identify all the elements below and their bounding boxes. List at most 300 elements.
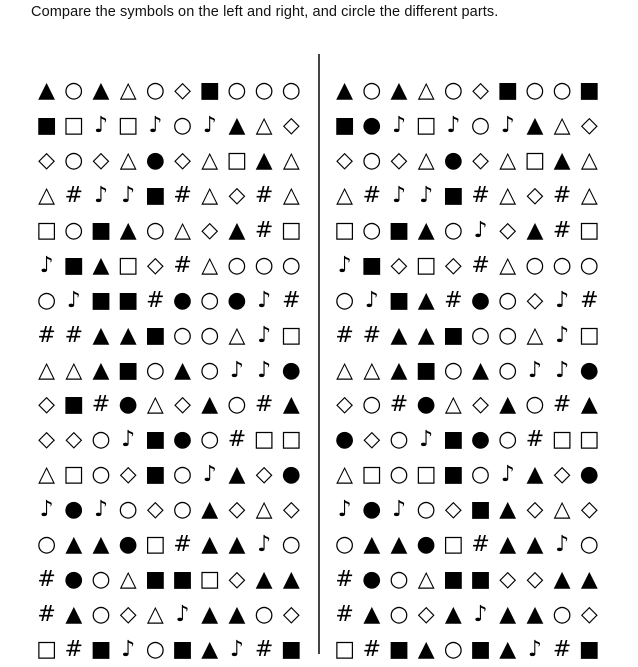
right-symbol-cell[interactable]: ■ xyxy=(388,218,410,243)
right-symbol-cell[interactable]: □ xyxy=(334,218,355,243)
left-symbol-cell[interactable]: ◇ xyxy=(146,497,164,523)
right-symbol-cell[interactable]: ○ xyxy=(470,322,491,348)
right-symbol-cell[interactable]: ▲ xyxy=(580,392,598,418)
right-symbol-cell[interactable]: ♪ xyxy=(473,601,488,627)
left-symbol-cell[interactable]: ● xyxy=(281,462,301,488)
left-symbol-cell[interactable]: △ xyxy=(38,357,56,383)
left-symbol-cell[interactable]: # xyxy=(37,601,56,627)
right-symbol-cell[interactable]: ▲ xyxy=(390,322,408,348)
left-symbol-cell[interactable]: ◇ xyxy=(38,148,56,174)
right-symbol-cell[interactable]: ♪ xyxy=(419,427,434,453)
left-symbol-cell[interactable]: ♪ xyxy=(257,357,272,383)
left-symbol-cell[interactable]: ♪ xyxy=(39,497,54,523)
left-symbol-cell[interactable]: △ xyxy=(146,392,164,418)
right-symbol-cell[interactable]: ▲ xyxy=(499,601,517,627)
left-symbol-cell[interactable]: ▲ xyxy=(65,601,83,627)
left-symbol-cell[interactable]: ○ xyxy=(145,357,165,383)
left-symbol-cell[interactable]: # xyxy=(64,183,83,209)
right-symbol-cell[interactable]: ◇ xyxy=(390,148,408,174)
right-symbol-cell[interactable]: ○ xyxy=(470,113,491,139)
right-symbol-cell[interactable]: ◇ xyxy=(553,462,571,488)
left-symbol-cell[interactable]: ◇ xyxy=(228,566,246,592)
right-symbol-cell[interactable]: ◇ xyxy=(444,497,462,523)
left-symbol-cell[interactable]: ■ xyxy=(172,566,193,592)
right-symbol-cell[interactable]: ◇ xyxy=(336,148,354,174)
left-symbol-cell[interactable]: ■ xyxy=(144,462,166,488)
right-symbol-cell[interactable]: ○ xyxy=(389,566,409,592)
right-symbol-cell[interactable]: △ xyxy=(417,148,435,174)
left-symbol-cell[interactable]: ● xyxy=(172,287,193,313)
left-symbol-cell[interactable]: □ xyxy=(280,218,302,243)
left-symbol-cell[interactable]: ◇ xyxy=(119,462,137,488)
left-symbol-cell[interactable]: ♪ xyxy=(175,601,190,627)
right-symbol-cell[interactable]: ♪ xyxy=(555,322,570,348)
left-symbol-cell[interactable]: ▲ xyxy=(92,322,110,348)
left-symbol-cell[interactable]: ♪ xyxy=(229,636,244,662)
right-symbol-cell[interactable]: ♪ xyxy=(364,287,379,313)
left-symbol-cell[interactable]: ● xyxy=(227,287,247,313)
left-symbol-cell[interactable]: □ xyxy=(63,113,85,139)
left-symbol-cell[interactable]: ○ xyxy=(172,497,193,523)
right-symbol-cell[interactable]: ♪ xyxy=(527,357,542,383)
right-symbol-cell[interactable]: □ xyxy=(578,218,600,243)
left-symbol-cell[interactable]: ● xyxy=(118,392,138,418)
left-symbol-cell[interactable]: ▲ xyxy=(228,601,246,627)
left-symbol-cell[interactable]: ■ xyxy=(63,252,85,278)
right-symbol-cell[interactable]: ▲ xyxy=(499,532,517,558)
right-symbol-cell[interactable]: ○ xyxy=(443,636,463,662)
right-symbol-cell[interactable]: ■ xyxy=(442,462,464,488)
right-symbol-cell[interactable]: # xyxy=(552,183,572,209)
left-symbol-cell[interactable]: ○ xyxy=(145,78,165,104)
right-symbol-cell[interactable]: # xyxy=(444,287,463,313)
left-symbol-cell[interactable]: ♪ xyxy=(257,287,272,313)
left-symbol-cell[interactable]: ▲ xyxy=(92,357,110,383)
left-symbol-cell[interactable]: ○ xyxy=(281,78,301,104)
right-symbol-cell[interactable]: □ xyxy=(415,113,437,139)
left-symbol-cell[interactable]: ○ xyxy=(118,497,138,523)
right-symbol-cell[interactable]: ▲ xyxy=(417,218,435,243)
right-symbol-cell[interactable]: # xyxy=(580,287,599,313)
right-symbol-cell[interactable]: △ xyxy=(499,183,517,209)
left-symbol-cell[interactable]: ○ xyxy=(200,427,220,453)
left-symbol-cell[interactable]: ■ xyxy=(144,427,166,453)
left-symbol-cell[interactable]: ○ xyxy=(254,78,274,104)
left-symbol-cell[interactable]: ○ xyxy=(254,601,274,627)
left-symbol-cell[interactable]: ◇ xyxy=(282,601,300,627)
right-symbol-cell[interactable]: ♪ xyxy=(446,113,461,139)
right-symbol-cell[interactable]: ● xyxy=(579,357,599,383)
right-symbol-cell[interactable]: ▲ xyxy=(417,287,435,313)
left-symbol-cell[interactable]: △ xyxy=(38,183,56,209)
right-symbol-cell[interactable]: ● xyxy=(362,113,382,139)
left-symbol-cell[interactable]: ○ xyxy=(200,322,220,348)
right-symbol-cell[interactable]: □ xyxy=(361,462,383,488)
left-symbol-cell[interactable]: # xyxy=(173,252,192,278)
right-symbol-cell[interactable]: ◇ xyxy=(472,78,489,104)
left-symbol-cell[interactable]: ○ xyxy=(145,636,165,662)
right-symbol-cell[interactable]: ● xyxy=(362,497,382,523)
right-symbol-cell[interactable]: ◇ xyxy=(472,148,489,174)
right-symbol-cell[interactable]: ○ xyxy=(552,252,572,278)
left-symbol-cell[interactable]: ○ xyxy=(281,252,301,278)
left-symbol-cell[interactable]: □ xyxy=(63,462,85,488)
left-symbol-cell[interactable]: # xyxy=(64,322,83,348)
left-symbol-cell[interactable]: ♪ xyxy=(121,183,136,209)
left-symbol-cell[interactable]: ▲ xyxy=(282,392,300,418)
right-symbol-cell[interactable]: ○ xyxy=(579,532,599,558)
left-symbol-cell[interactable]: ○ xyxy=(281,532,301,558)
right-symbol-cell[interactable]: ▲ xyxy=(526,113,544,139)
left-symbol-cell[interactable]: ○ xyxy=(227,392,247,418)
left-symbol-cell[interactable]: ▲ xyxy=(228,462,246,488)
right-symbol-cell[interactable]: ▲ xyxy=(526,601,544,627)
right-symbol-cell[interactable]: ● xyxy=(443,148,463,174)
left-symbol-cell[interactable]: ● xyxy=(145,148,165,174)
right-symbol-cell[interactable]: ▲ xyxy=(499,497,517,523)
left-symbol-cell[interactable]: △ xyxy=(174,218,191,243)
left-symbol-cell[interactable]: ♪ xyxy=(257,532,272,558)
left-symbol-cell[interactable]: ▲ xyxy=(201,392,219,418)
left-symbol-cell[interactable]: △ xyxy=(282,183,300,209)
left-symbol-cell[interactable]: ○ xyxy=(172,462,193,488)
right-symbol-cell[interactable]: # xyxy=(552,392,572,418)
left-symbol-cell[interactable]: ▲ xyxy=(92,78,110,104)
right-symbol-cell[interactable]: ♪ xyxy=(555,532,570,558)
left-symbol-cell[interactable]: ◇ xyxy=(146,252,164,278)
right-symbol-cell[interactable]: ◇ xyxy=(526,287,544,313)
left-symbol-cell[interactable]: □ xyxy=(36,636,57,662)
right-symbol-cell[interactable]: # xyxy=(335,322,354,348)
left-symbol-cell[interactable]: ○ xyxy=(36,287,57,313)
left-symbol-cell[interactable]: □ xyxy=(226,148,248,174)
left-symbol-cell[interactable]: ● xyxy=(64,497,84,523)
right-symbol-cell[interactable]: △ xyxy=(526,322,544,348)
left-symbol-cell[interactable]: △ xyxy=(65,357,83,383)
right-symbol-cell[interactable]: ● xyxy=(579,462,599,488)
left-symbol-cell[interactable]: ● xyxy=(118,532,138,558)
right-symbol-cell[interactable]: ○ xyxy=(525,392,545,418)
right-symbol-cell[interactable]: ○ xyxy=(389,601,409,627)
right-symbol-cell[interactable]: # xyxy=(552,636,572,662)
right-symbol-cell[interactable]: ♪ xyxy=(555,287,570,313)
right-symbol-cell[interactable]: ○ xyxy=(443,78,463,104)
left-symbol-cell[interactable]: ▲ xyxy=(282,566,300,592)
left-symbol-cell[interactable]: △ xyxy=(146,601,164,627)
left-symbol-cell[interactable]: ◇ xyxy=(282,113,300,139)
left-symbol-cell[interactable]: ♪ xyxy=(39,252,54,278)
left-symbol-cell[interactable]: △ xyxy=(282,148,300,174)
left-symbol-cell[interactable]: ○ xyxy=(36,532,57,558)
right-symbol-cell[interactable]: ○ xyxy=(498,427,518,453)
left-symbol-cell[interactable]: □ xyxy=(199,566,221,592)
left-symbol-cell[interactable]: △ xyxy=(119,566,137,592)
right-symbol-cell[interactable]: ■ xyxy=(442,322,464,348)
left-symbol-cell[interactable]: ▲ xyxy=(228,113,246,139)
right-symbol-cell[interactable]: ♪ xyxy=(500,113,515,139)
left-symbol-cell[interactable]: ■ xyxy=(172,636,193,662)
left-symbol-cell[interactable]: ■ xyxy=(144,183,166,209)
right-symbol-cell[interactable]: # xyxy=(335,566,354,592)
right-symbol-cell[interactable]: △ xyxy=(336,462,354,488)
left-symbol-cell[interactable]: ■ xyxy=(117,287,139,313)
left-symbol-cell[interactable]: # xyxy=(254,218,274,243)
right-symbol-cell[interactable]: ◇ xyxy=(580,497,598,523)
left-symbol-cell[interactable]: ○ xyxy=(91,462,111,488)
right-symbol-cell[interactable]: △ xyxy=(553,497,571,523)
left-symbol-cell[interactable]: ▲ xyxy=(255,148,273,174)
right-symbol-cell[interactable]: ♪ xyxy=(391,113,406,139)
right-symbol-cell[interactable]: ■ xyxy=(442,427,464,453)
right-symbol-cell[interactable]: ■ xyxy=(388,636,410,662)
left-symbol-cell[interactable]: ○ xyxy=(64,218,84,243)
right-symbol-cell[interactable]: ● xyxy=(470,427,491,453)
left-symbol-cell[interactable]: ■ xyxy=(144,322,166,348)
left-symbol-cell[interactable]: ♪ xyxy=(93,113,108,139)
right-symbol-cell[interactable]: # xyxy=(471,183,490,209)
left-symbol-cell[interactable]: ◇ xyxy=(174,392,191,418)
left-symbol-cell[interactable]: □ xyxy=(280,427,302,453)
right-symbol-cell[interactable]: ■ xyxy=(497,78,519,104)
left-symbol-cell[interactable]: ▲ xyxy=(174,357,191,383)
left-symbol-cell[interactable]: ■ xyxy=(63,392,85,418)
left-symbol-cell[interactable]: ● xyxy=(64,566,84,592)
left-symbol-cell[interactable]: △ xyxy=(38,462,56,488)
right-symbol-cell[interactable]: ♪ xyxy=(500,462,515,488)
right-symbol-cell[interactable]: # xyxy=(525,427,545,453)
left-symbol-cell[interactable]: ♪ xyxy=(121,636,136,662)
left-symbol-cell[interactable]: ■ xyxy=(280,636,302,662)
right-symbol-cell[interactable]: ♪ xyxy=(419,183,434,209)
right-symbol-cell[interactable]: ■ xyxy=(578,78,600,104)
right-symbol-cell[interactable]: □ xyxy=(551,427,573,453)
left-symbol-cell[interactable]: □ xyxy=(144,532,166,558)
left-symbol-cell[interactable]: ▲ xyxy=(228,218,246,243)
left-symbol-cell[interactable]: # xyxy=(37,566,56,592)
right-symbol-cell[interactable]: ▲ xyxy=(472,357,489,383)
right-symbol-cell[interactable]: ○ xyxy=(498,287,518,313)
left-symbol-cell[interactable]: ♪ xyxy=(93,183,108,209)
left-symbol-cell[interactable]: ○ xyxy=(254,252,274,278)
left-symbol-cell[interactable]: ◇ xyxy=(174,148,191,174)
right-symbol-cell[interactable]: ○ xyxy=(334,287,355,313)
left-symbol-cell[interactable]: ■ xyxy=(90,636,112,662)
right-symbol-cell[interactable]: △ xyxy=(444,392,462,418)
right-symbol-cell[interactable]: □ xyxy=(524,148,546,174)
left-symbol-cell[interactable]: # xyxy=(254,392,274,418)
right-symbol-cell[interactable]: ○ xyxy=(498,322,518,348)
right-symbol-cell[interactable]: ○ xyxy=(525,78,545,104)
right-symbol-cell[interactable]: # xyxy=(389,392,409,418)
left-symbol-cell[interactable]: ○ xyxy=(91,566,111,592)
right-symbol-cell[interactable]: ▲ xyxy=(553,566,571,592)
left-symbol-cell[interactable]: ▲ xyxy=(119,218,137,243)
left-symbol-cell[interactable]: ■ xyxy=(36,113,57,139)
left-symbol-cell[interactable]: ◇ xyxy=(119,601,137,627)
right-symbol-cell[interactable]: ♪ xyxy=(337,252,352,278)
right-symbol-cell[interactable]: ○ xyxy=(579,252,599,278)
left-symbol-cell[interactable]: ◇ xyxy=(38,427,56,453)
left-symbol-cell[interactable]: ○ xyxy=(227,252,247,278)
right-symbol-cell[interactable]: ▲ xyxy=(417,322,435,348)
left-symbol-cell[interactable]: ▲ xyxy=(201,497,219,523)
left-symbol-cell[interactable]: ♪ xyxy=(121,427,136,453)
right-symbol-cell[interactable]: ▲ xyxy=(444,601,462,627)
left-symbol-cell[interactable]: # xyxy=(173,183,192,209)
right-symbol-cell[interactable]: # xyxy=(362,322,381,348)
right-symbol-cell[interactable]: ◇ xyxy=(526,183,544,209)
left-symbol-cell[interactable]: ● xyxy=(172,427,193,453)
left-symbol-cell[interactable]: ○ xyxy=(91,427,111,453)
right-symbol-cell[interactable]: ■ xyxy=(388,287,410,313)
left-symbol-cell[interactable]: □ xyxy=(280,322,302,348)
right-symbol-cell[interactable]: ♪ xyxy=(391,183,406,209)
left-symbol-cell[interactable]: ▲ xyxy=(201,601,219,627)
right-symbol-cell[interactable]: △ xyxy=(580,183,598,209)
right-symbol-cell[interactable]: ▲ xyxy=(499,636,517,662)
right-symbol-cell[interactable]: △ xyxy=(336,357,354,383)
left-symbol-cell[interactable]: # xyxy=(91,392,111,418)
right-symbol-cell[interactable]: ○ xyxy=(334,532,355,558)
right-symbol-cell[interactable]: ◇ xyxy=(580,113,598,139)
right-symbol-cell[interactable]: # xyxy=(335,601,354,627)
right-symbol-cell[interactable]: ▲ xyxy=(390,532,408,558)
right-symbol-cell[interactable]: ● xyxy=(470,287,491,313)
left-symbol-cell[interactable]: △ xyxy=(119,78,137,104)
right-symbol-cell[interactable]: ◇ xyxy=(390,252,408,278)
left-symbol-cell[interactable]: ■ xyxy=(199,78,221,104)
right-symbol-cell[interactable]: ○ xyxy=(470,462,491,488)
right-symbol-cell[interactable]: ○ xyxy=(525,252,545,278)
right-symbol-cell[interactable]: △ xyxy=(417,78,435,104)
right-symbol-cell[interactable]: □ xyxy=(334,636,355,662)
left-symbol-cell[interactable]: ▲ xyxy=(38,78,56,104)
left-symbol-cell[interactable]: ◇ xyxy=(65,427,83,453)
right-symbol-cell[interactable]: ♪ xyxy=(337,497,352,523)
right-symbol-cell[interactable]: △ xyxy=(499,252,517,278)
left-symbol-cell[interactable]: ▲ xyxy=(201,636,219,662)
left-symbol-cell[interactable]: ○ xyxy=(172,113,193,139)
right-symbol-cell[interactable]: ◇ xyxy=(580,601,598,627)
right-symbol-cell[interactable]: ▲ xyxy=(580,566,598,592)
left-symbol-cell[interactable]: △ xyxy=(255,113,273,139)
left-symbol-cell[interactable]: □ xyxy=(36,218,57,243)
right-symbol-cell[interactable]: ○ xyxy=(443,218,463,243)
right-symbol-cell[interactable]: ○ xyxy=(362,218,382,243)
right-symbol-cell[interactable]: △ xyxy=(417,566,435,592)
left-symbol-cell[interactable]: △ xyxy=(119,148,137,174)
left-symbol-cell[interactable]: # xyxy=(37,322,56,348)
left-symbol-cell[interactable]: ▲ xyxy=(119,322,137,348)
left-symbol-cell[interactable]: ○ xyxy=(200,287,220,313)
left-symbol-cell[interactable]: ■ xyxy=(144,566,166,592)
left-symbol-cell[interactable]: # xyxy=(227,427,247,453)
left-symbol-cell[interactable]: △ xyxy=(201,183,219,209)
right-symbol-cell[interactable]: # xyxy=(471,252,490,278)
right-symbol-cell[interactable]: ◇ xyxy=(363,427,381,453)
left-symbol-cell[interactable]: ◇ xyxy=(255,462,273,488)
right-symbol-cell[interactable]: ◇ xyxy=(336,392,354,418)
left-symbol-cell[interactable]: # xyxy=(282,287,301,313)
right-symbol-cell[interactable]: ■ xyxy=(470,566,491,592)
left-symbol-cell[interactable]: ○ xyxy=(64,78,84,104)
right-symbol-cell[interactable]: □ xyxy=(578,322,600,348)
left-symbol-cell[interactable]: ▲ xyxy=(228,532,246,558)
left-symbol-cell[interactable]: ♪ xyxy=(66,287,81,313)
right-symbol-cell[interactable]: ■ xyxy=(361,252,383,278)
left-symbol-cell[interactable]: △ xyxy=(201,252,219,278)
right-symbol-cell[interactable]: ■ xyxy=(470,636,491,662)
right-symbol-cell[interactable]: ○ xyxy=(362,392,382,418)
right-symbol-cell[interactable]: ▲ xyxy=(526,218,544,243)
right-symbol-cell[interactable]: ◇ xyxy=(526,566,544,592)
right-symbol-cell[interactable]: ♪ xyxy=(555,357,570,383)
left-symbol-cell[interactable]: # xyxy=(173,532,192,558)
left-symbol-cell[interactable]: ▲ xyxy=(255,566,273,592)
left-symbol-cell[interactable]: ■ xyxy=(90,218,112,243)
left-symbol-cell[interactable]: ♪ xyxy=(148,113,163,139)
right-symbol-cell[interactable]: ■ xyxy=(442,566,464,592)
left-symbol-cell[interactable]: ◇ xyxy=(92,148,110,174)
right-symbol-cell[interactable]: ▲ xyxy=(526,532,544,558)
left-symbol-cell[interactable]: # xyxy=(254,636,274,662)
left-symbol-cell[interactable]: □ xyxy=(117,113,139,139)
left-symbol-cell[interactable]: ♪ xyxy=(229,357,244,383)
right-symbol-cell[interactable]: ▲ xyxy=(363,601,381,627)
right-symbol-cell[interactable]: ○ xyxy=(552,78,572,104)
right-symbol-cell[interactable]: # xyxy=(362,636,381,662)
left-symbol-cell[interactable]: ◇ xyxy=(228,497,246,523)
left-symbol-cell[interactable]: # xyxy=(254,183,274,209)
right-symbol-cell[interactable]: ○ xyxy=(552,601,572,627)
left-symbol-cell[interactable]: ○ xyxy=(200,357,220,383)
right-symbol-cell[interactable]: ▲ xyxy=(553,148,571,174)
left-symbol-cell[interactable]: △ xyxy=(228,322,246,348)
left-symbol-cell[interactable]: ♪ xyxy=(257,322,272,348)
right-symbol-cell[interactable]: ■ xyxy=(470,497,491,523)
right-symbol-cell[interactable]: ▲ xyxy=(336,78,354,104)
right-symbol-cell[interactable]: ♪ xyxy=(391,497,406,523)
right-symbol-cell[interactable]: ■ xyxy=(334,113,355,139)
left-symbol-cell[interactable]: ▲ xyxy=(92,532,110,558)
right-symbol-cell[interactable]: ▲ xyxy=(526,462,544,488)
left-symbol-cell[interactable]: ○ xyxy=(145,218,165,243)
left-symbol-cell[interactable]: ◇ xyxy=(282,497,300,523)
left-symbol-cell[interactable]: ■ xyxy=(117,357,139,383)
right-symbol-cell[interactable]: △ xyxy=(553,113,571,139)
left-symbol-cell[interactable]: ◇ xyxy=(228,183,246,209)
right-symbol-cell[interactable]: ○ xyxy=(389,427,409,453)
right-symbol-cell[interactable]: ▲ xyxy=(390,78,408,104)
right-symbol-cell[interactable]: ○ xyxy=(362,78,382,104)
right-symbol-cell[interactable]: ● xyxy=(416,532,436,558)
left-symbol-cell[interactable]: ○ xyxy=(91,601,111,627)
right-symbol-cell[interactable]: ♪ xyxy=(473,218,488,243)
left-symbol-cell[interactable]: △ xyxy=(201,148,219,174)
left-symbol-cell[interactable]: ● xyxy=(281,357,301,383)
left-symbol-cell[interactable]: ▲ xyxy=(201,532,219,558)
right-symbol-cell[interactable]: ▲ xyxy=(363,532,381,558)
left-symbol-cell[interactable]: □ xyxy=(253,427,275,453)
right-symbol-cell[interactable]: # xyxy=(362,183,381,209)
left-symbol-cell[interactable]: ○ xyxy=(227,78,247,104)
right-symbol-cell[interactable]: ◇ xyxy=(417,601,435,627)
left-symbol-cell[interactable]: △ xyxy=(255,497,273,523)
left-symbol-cell[interactable]: ◇ xyxy=(174,78,191,104)
left-symbol-cell[interactable]: ▲ xyxy=(92,252,110,278)
right-symbol-cell[interactable]: □ xyxy=(415,252,437,278)
right-symbol-cell[interactable]: ○ xyxy=(498,357,518,383)
